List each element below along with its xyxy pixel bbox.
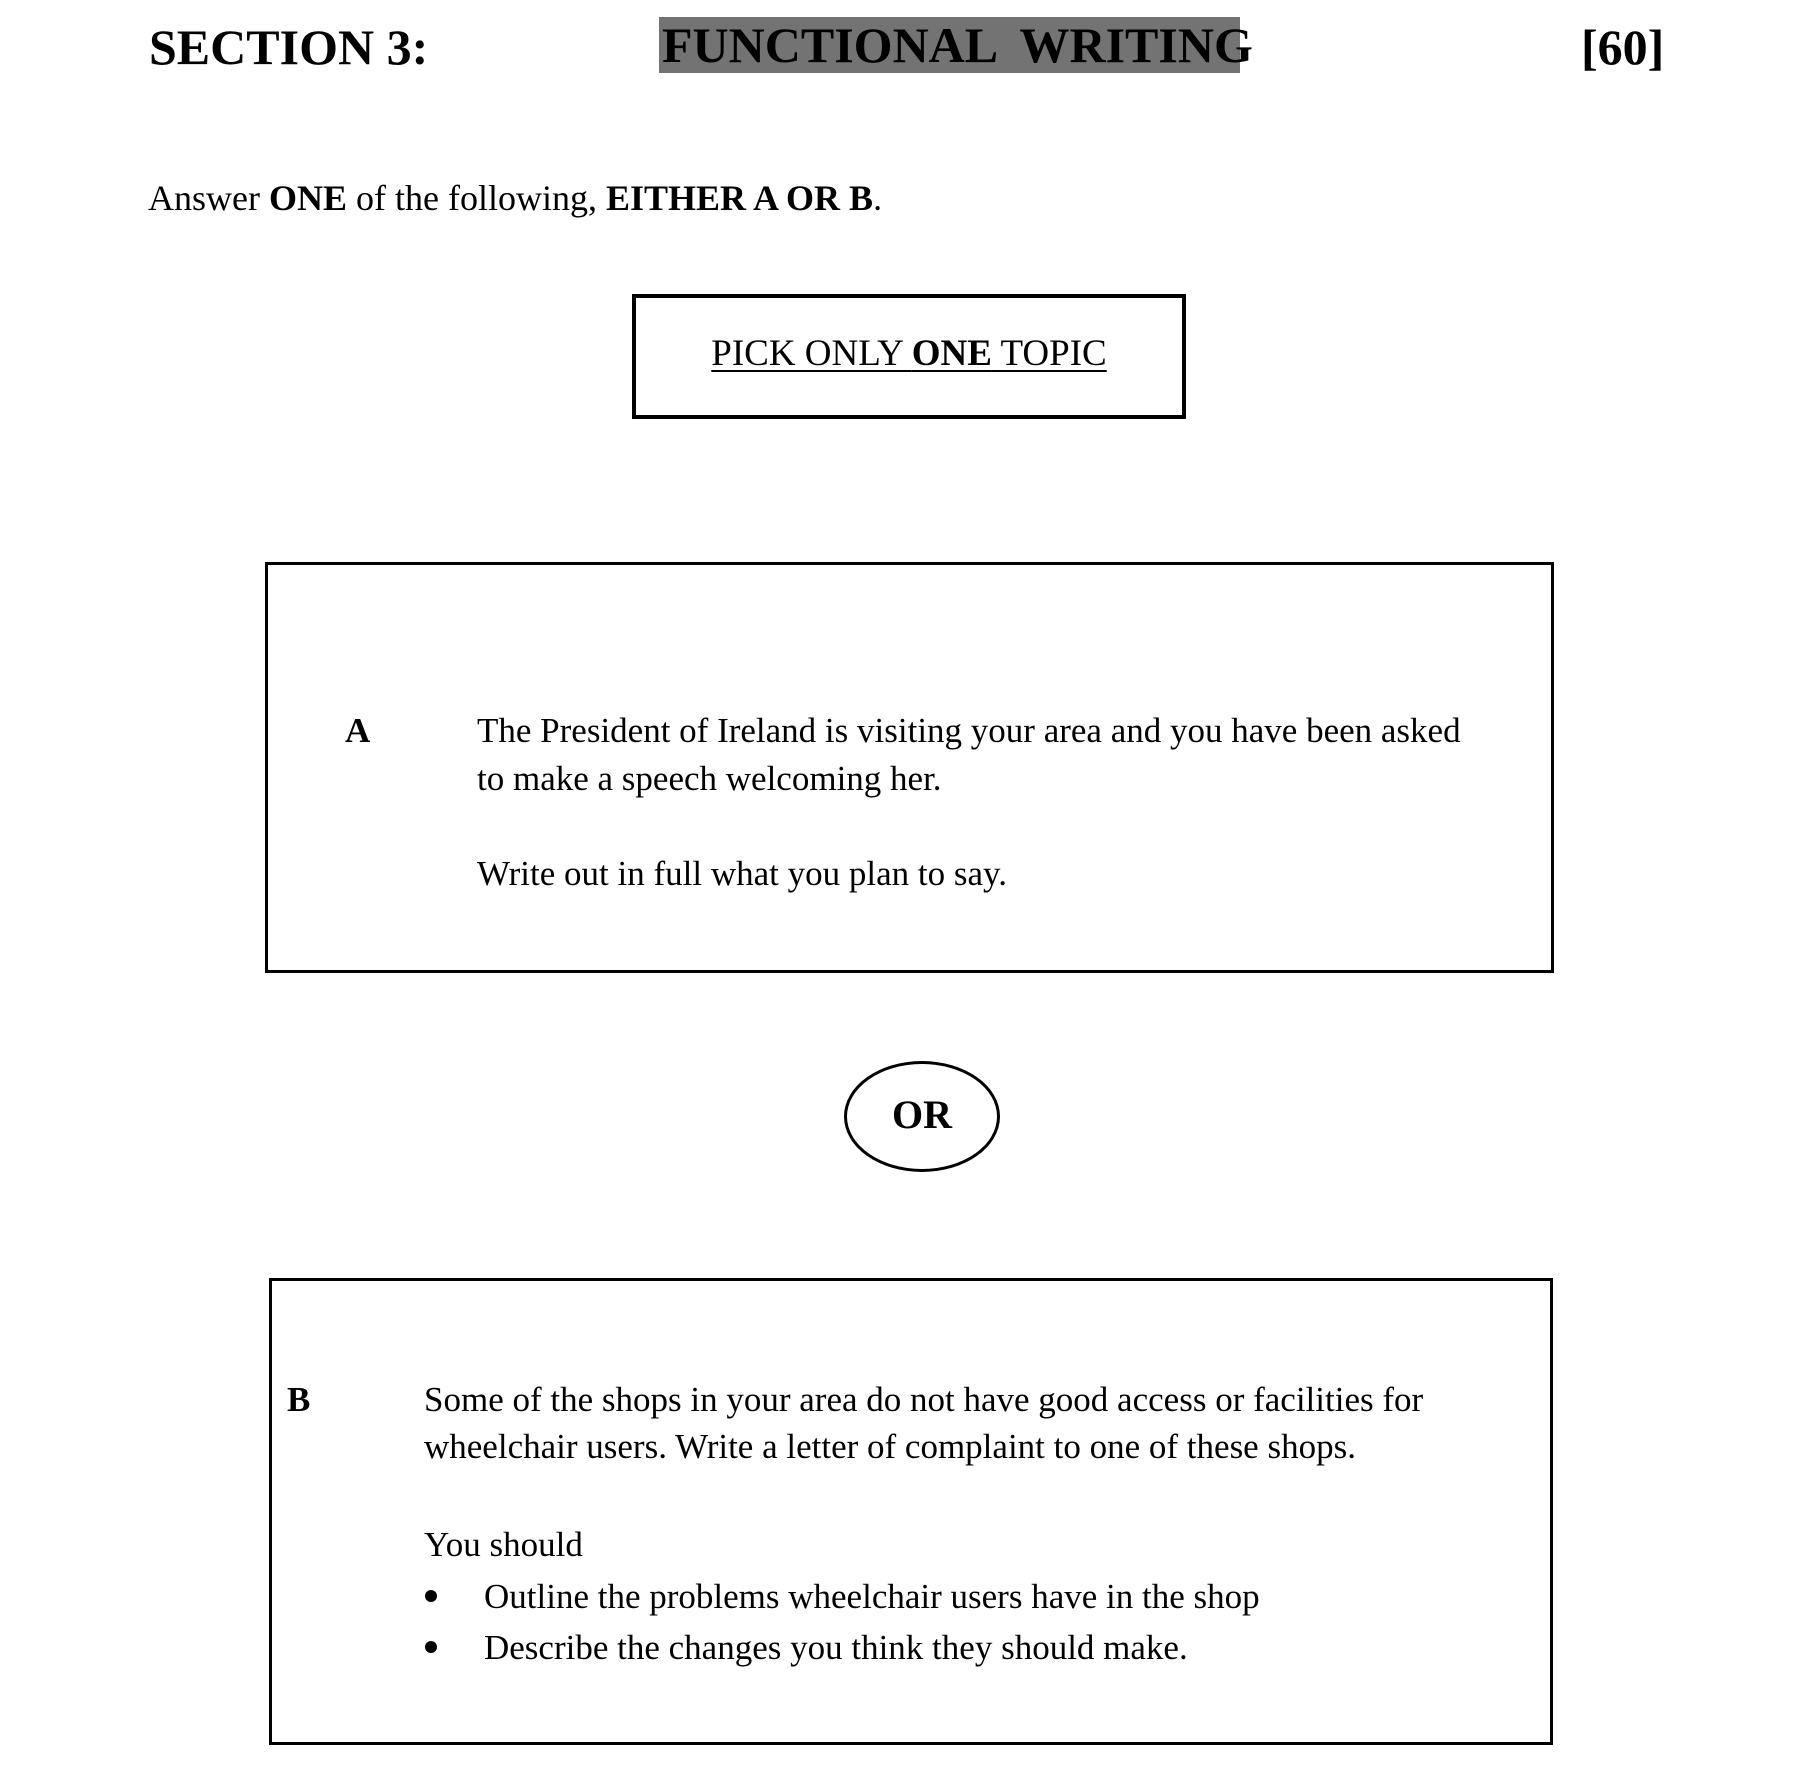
marks-total: [60] [1581, 19, 1665, 75]
instruction-either: EITHER A OR B [605, 178, 874, 218]
instruction-middle: of the following, [347, 178, 606, 218]
option-a-line-2: to make a speech welcoming her. [477, 759, 942, 798]
instruction-prefix: Answer [148, 178, 269, 218]
or-separator [844, 1061, 1000, 1172]
bullet-icon [425, 1641, 437, 1653]
topic-one: ONE [911, 333, 992, 374]
instruction-text [148, 178, 882, 218]
topic-prefix: PICK ONLY [711, 333, 912, 374]
topic-suffix: TOPIC [991, 333, 1107, 374]
instruction-one: ONE [268, 178, 347, 218]
or-label: OR [892, 1091, 952, 1137]
option-a-task: Write out in full what you plan to say. [477, 854, 1007, 893]
option-b-line-2: wheelchair users. Write a letter of complaint to one of these shops. [424, 1427, 1356, 1466]
option-b-line-1: Some of the shops in your area do not have good access or facilities for [424, 1380, 1424, 1419]
option-b-box [269, 1278, 1553, 1745]
instruction-suffix: . [873, 178, 883, 218]
option-b-lead-in: You should [424, 1525, 583, 1564]
topic-box [632, 294, 1186, 419]
option-a-letter: A [345, 711, 371, 750]
section-title: FUNCTIONAL WRITING [659, 17, 1240, 73]
section-label: SECTION 3: [149, 19, 429, 75]
option-a-line-1: The President of Ireland is visiting your area and you have been asked [477, 711, 1461, 750]
topic-box-label [636, 334, 1182, 374]
option-b-bullet-1: Outline the problems wheelchair users have in the shop [484, 1577, 1260, 1616]
bullet-icon [425, 1590, 437, 1602]
option-b-bullet-2: Describe the changes you think they should make. [484, 1628, 1188, 1667]
option-b-letter: B [287, 1380, 311, 1419]
